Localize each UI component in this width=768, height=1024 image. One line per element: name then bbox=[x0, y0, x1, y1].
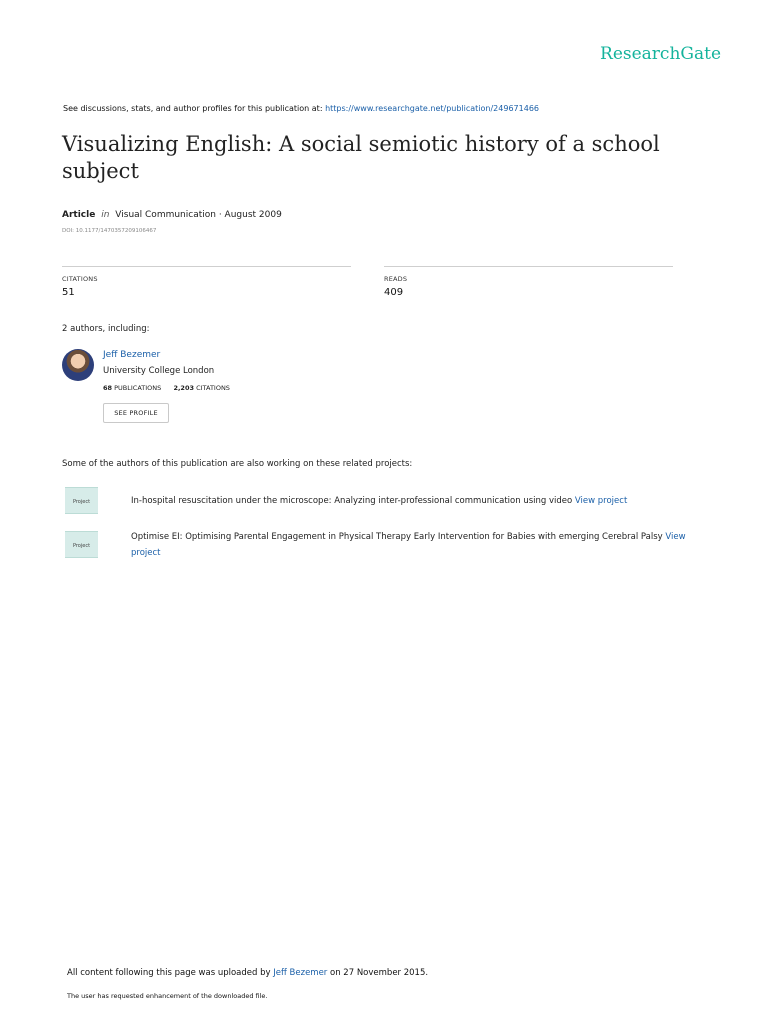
authors-heading: 2 authors, including: bbox=[62, 324, 150, 334]
author-avatar[interactable] bbox=[62, 349, 94, 381]
divider-citations bbox=[62, 266, 351, 267]
upload-suffix: on 27 November 2015. bbox=[330, 968, 429, 978]
related-projects-heading: Some of the authors of this publication are also working on these related projects: bbox=[62, 459, 413, 469]
author-stats bbox=[103, 384, 230, 392]
discussions-line bbox=[63, 104, 539, 113]
see-profile-button[interactable]: SEE PROFILE bbox=[103, 403, 169, 423]
uploader-link[interactable]: Jeff Bezemer bbox=[273, 968, 328, 978]
project-icon-label: Project bbox=[65, 536, 98, 558]
publication-url-link[interactable]: https://www.researchgate.net/publication/249671466 bbox=[325, 104, 539, 113]
divider-reads bbox=[384, 266, 673, 267]
citations-value: 51 bbox=[62, 287, 75, 298]
author-citations-label: CITATIONS bbox=[196, 384, 230, 392]
view-project-link[interactable]: View project bbox=[574, 496, 628, 506]
journal-date[interactable]: Visual Communication · August 2009 bbox=[115, 210, 282, 220]
author-institution: University College London bbox=[103, 366, 215, 376]
project-icon bbox=[65, 531, 98, 557]
author-publications-label: PUBLICATIONS bbox=[114, 384, 162, 392]
discussions-text: See discussions, stats, and author profiles for this publication at: bbox=[63, 104, 323, 113]
author-publications-count: 68 bbox=[103, 384, 113, 392]
publication-title: Visualizing English: A social semiotic history of a school subject bbox=[62, 132, 660, 183]
project-item bbox=[131, 493, 711, 509]
project-title: Optimise EI: Optimising Parental Engagement in Physical Therapy Early Intervention for Babies with emerging Cerebral Palsy bbox=[131, 532, 663, 542]
project-icon bbox=[65, 487, 98, 513]
author-name-link[interactable]: Jeff Bezemer bbox=[103, 350, 161, 360]
project-icon-label: Project bbox=[65, 492, 98, 514]
author-citations-count: 2,203 bbox=[173, 384, 194, 392]
researchgate-logo[interactable]: ResearchGate bbox=[600, 44, 721, 64]
meta-in-label: in bbox=[101, 210, 110, 220]
publication-meta bbox=[62, 210, 282, 220]
citations-label: CITATIONS bbox=[62, 275, 98, 283]
enhancement-note: The user has requested enhancement of the downloaded file. bbox=[67, 992, 268, 1000]
upload-prefix: All content following this page was uploaded by bbox=[67, 968, 271, 978]
publication-type: Article bbox=[62, 210, 96, 220]
reads-value: 409 bbox=[384, 287, 404, 298]
upload-note bbox=[67, 968, 428, 978]
view-project-link[interactable]: View project bbox=[131, 532, 686, 558]
reads-label: READS bbox=[384, 275, 408, 283]
doi: DOI: 10.1177/1470357209106467 bbox=[62, 228, 157, 234]
project-title: In-hospital resuscitation under the microscope: Analyzing inter-professional communication using video bbox=[131, 496, 573, 506]
project-item bbox=[131, 529, 701, 561]
